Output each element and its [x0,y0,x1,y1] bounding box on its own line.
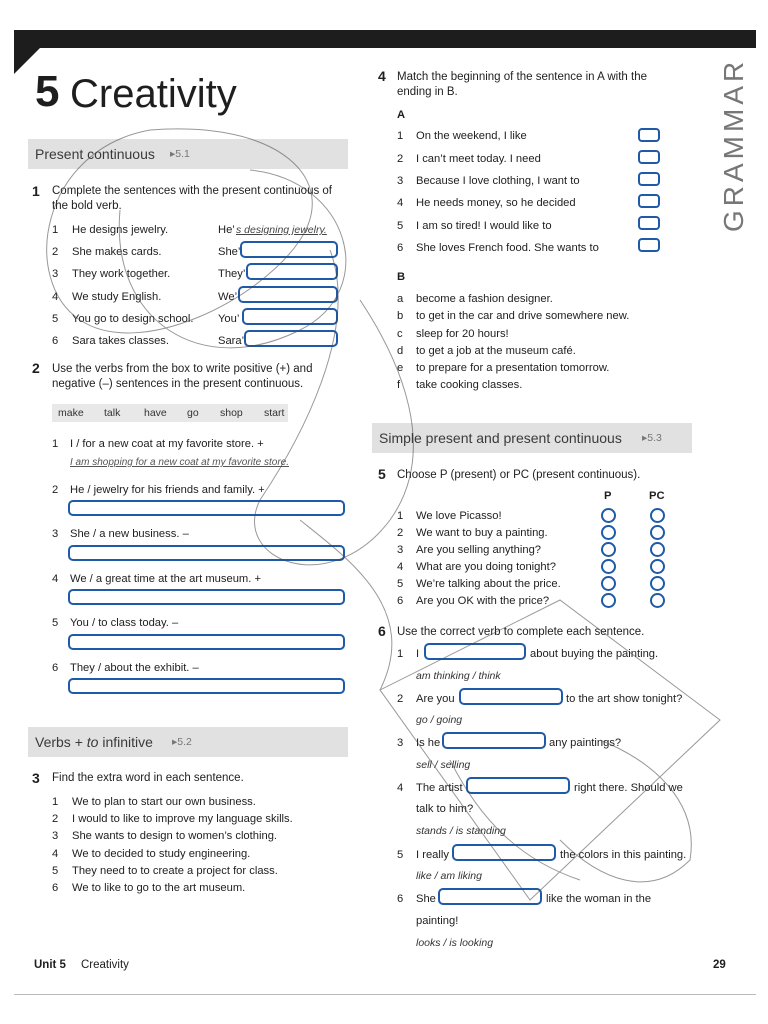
section-title: Verbs + to infinitive [35,734,153,750]
item-number: 4 [52,291,59,303]
exercise-instruction: Use the verbs from the box to write positive (+) and [52,363,313,375]
answer-prefix: You’ [218,313,240,325]
item-text: They work together. [72,268,171,280]
item-number: 3 [397,175,404,187]
item-number: 4 [397,197,404,209]
box-word: have [144,407,167,419]
item-number: 5 [397,578,404,590]
exercise-instruction: Use the correct verb to complete each sentence. [397,626,645,638]
answer-prefix: She’ [218,246,241,258]
item-number: 6 [52,662,59,674]
item-post-line2: talk to him? [416,803,474,815]
item-post: the colors in this painting. [560,849,687,861]
exercise-instruction: ending in B. [397,86,458,98]
item-number: 2 [52,484,59,496]
item-number: 1 [397,510,404,522]
column-b-label: B [397,271,406,283]
exercise-instruction: Choose P (present) or PC (present continuous). [397,469,641,481]
item-text: I am so tired! I would like to [416,220,552,232]
footer-unit: Unit 5 [34,959,66,971]
item-post: to the art show tonight? [566,693,683,705]
item-number: 6 [397,893,404,905]
box-word: go [187,407,199,419]
item-text: What are you doing tonight? [416,561,556,573]
item-text: take cooking classes. [416,379,523,391]
unit-title: Creativity [70,72,237,116]
item-number: 5 [397,849,404,861]
item-text: She loves French food. She wants to [416,242,599,254]
item-text[interactable]: We to decided to study engineering. [72,848,251,860]
item-number: 3 [397,544,404,556]
item-text[interactable]: They need to to create a project for class. [72,865,278,877]
item-text: Sara takes classes. [72,335,170,347]
item-number: 2 [397,693,404,705]
item-text: We love Picasso! [416,510,502,522]
item-prompt: They / about the exhibit. – [70,662,199,674]
item-text: sleep for 20 hours! [416,328,509,340]
box-word: start [264,407,285,419]
item-prompt: You / to class today. – [70,617,179,629]
item-number: 4 [397,561,404,573]
item-number: 3 [52,830,59,842]
exercise-number: 2 [32,360,40,376]
verb-options: looks / is looking [416,937,494,949]
footer-rule [14,994,756,995]
item-post-line2: painting! [416,915,459,927]
item-text: Are you selling anything? [416,544,542,556]
item-number: 4 [397,782,404,794]
footer-title: Creativity [81,959,129,971]
item-number: 3 [52,528,59,540]
item-number: 2 [52,246,59,258]
item-post: right there. Should we [574,782,683,794]
item-prompt: He / jewelry for his friends and family. + [70,484,265,496]
item-prompt: I / for a new coat at my favorite store. + [70,438,264,450]
sample-answer: s designing jewelry. [236,224,327,236]
item-pre: I [416,648,420,660]
page-number: 29 [713,959,726,971]
verb-options: sell / selling [416,759,471,771]
item-post: any paintings? [549,737,622,749]
item-number: 1 [52,438,59,450]
exercise-instruction: Complete the sentences with the present continuous of [52,185,333,197]
item-letter: b [397,310,404,322]
item-text: He needs money, so he decided [416,197,576,209]
item-text[interactable]: She wants to design to women’s clothing. [72,830,278,842]
item-text: We study English. [72,291,162,303]
exercise-instruction: negative (–) sentences in the present continuous. [52,378,304,390]
exercise-number: 4 [378,68,386,84]
item-text: On the weekend, I like [416,130,527,142]
exercise-instruction: the bold verb. [52,200,122,212]
item-number: 1 [397,648,404,660]
item-number: 4 [52,848,59,860]
item-text[interactable]: We to plan to start our own business. [72,796,256,808]
item-number: 6 [397,595,404,607]
item-prompt: We / a great time at the art museum. + [70,573,261,585]
item-number: 5 [52,617,59,629]
item-number: 3 [397,737,404,749]
exercise-instruction: Match the beginning of the sentence in A with the [397,71,647,83]
section-title: Present continuous [35,146,155,162]
item-number: 2 [397,153,404,165]
item-pre: I really [416,849,449,861]
item-letter: a [397,293,404,305]
verb-options: like / am liking [416,870,482,882]
item-pre: Is he [416,737,441,749]
item-text: He designs jewelry. [72,224,169,236]
item-number: 1 [52,224,59,236]
item-number: 6 [397,242,404,254]
item-text[interactable]: We to like to go to the art museum. [72,882,246,894]
item-letter: e [397,362,404,374]
item-pre: The artist [416,782,463,794]
exercise-instruction: Find the extra word in each sentence. [52,772,244,784]
item-text: to prepare for a presentation tomorrow. [416,362,610,374]
item-number: 5 [52,865,59,877]
item-number: 2 [52,813,59,825]
item-letter: f [397,379,401,391]
box-word: shop [220,407,243,419]
verb-options: am thinking / think [416,670,501,682]
item-letter: c [397,328,403,340]
answer-prefix: We’ [218,291,238,303]
item-number: 6 [52,335,59,347]
item-number: 2 [397,527,404,539]
item-number: 5 [52,313,59,325]
item-number: 4 [52,573,59,585]
item-number: 1 [52,796,59,808]
item-letter: d [397,345,404,357]
item-number: 1 [397,130,404,142]
section-ref: ▸5.3 [642,432,662,444]
item-text: She makes cards. [72,246,162,258]
item-post: like the woman in the [546,893,652,905]
item-text: We’re talking about the price. [416,578,561,590]
item-number: 6 [52,882,59,894]
box-word: talk [104,407,121,419]
verb-options: stands / is standing [416,825,506,837]
section-title: Simple present and present continuous [379,430,622,446]
item-prompt: She / a new business. – [70,528,189,540]
answer-prefix: They’ [218,268,246,280]
item-number: 5 [397,220,404,232]
column-header-pc: PC [649,490,665,502]
item-text: Are you OK with the price? [416,595,550,607]
exercise-number: 6 [378,623,386,639]
verb-options: go / going [416,714,463,726]
answer-prefix: Sara’ [218,335,245,347]
exercise-number: 3 [32,770,40,786]
box-word: make [58,407,84,419]
item-text: become a fashion designer. [416,293,553,305]
column-header-p: P [604,490,612,502]
answer-prefix: He’ [218,224,235,236]
item-text[interactable]: I would to like to improve my language skills. [72,813,293,825]
item-pre: She [416,893,436,905]
item-text: to get in the car and drive somewhere new. [416,310,630,322]
section-ref: ▸5.2 [172,736,192,748]
item-text: Because I love clothing, I want to [416,175,580,187]
item-text: to get a job at the museum café. [416,345,576,357]
exercise-number: 1 [32,183,40,199]
item-text: I can’t meet today. I need [416,153,541,165]
unit-number: 5 [35,67,60,116]
column-a-label: A [397,109,406,121]
exercise-number: 5 [378,466,386,482]
item-number: 3 [52,268,59,280]
item-text: You go to design school. [72,313,194,325]
sample-answer: I am shopping for a new coat at my favorite store. [70,457,289,468]
side-label: GRAMMAR [718,57,749,232]
item-pre: Are you [416,693,455,705]
item-post: about buying the painting. [530,648,659,660]
section-ref: ▸5.1 [170,148,190,160]
item-text: We want to buy a painting. [416,527,548,539]
